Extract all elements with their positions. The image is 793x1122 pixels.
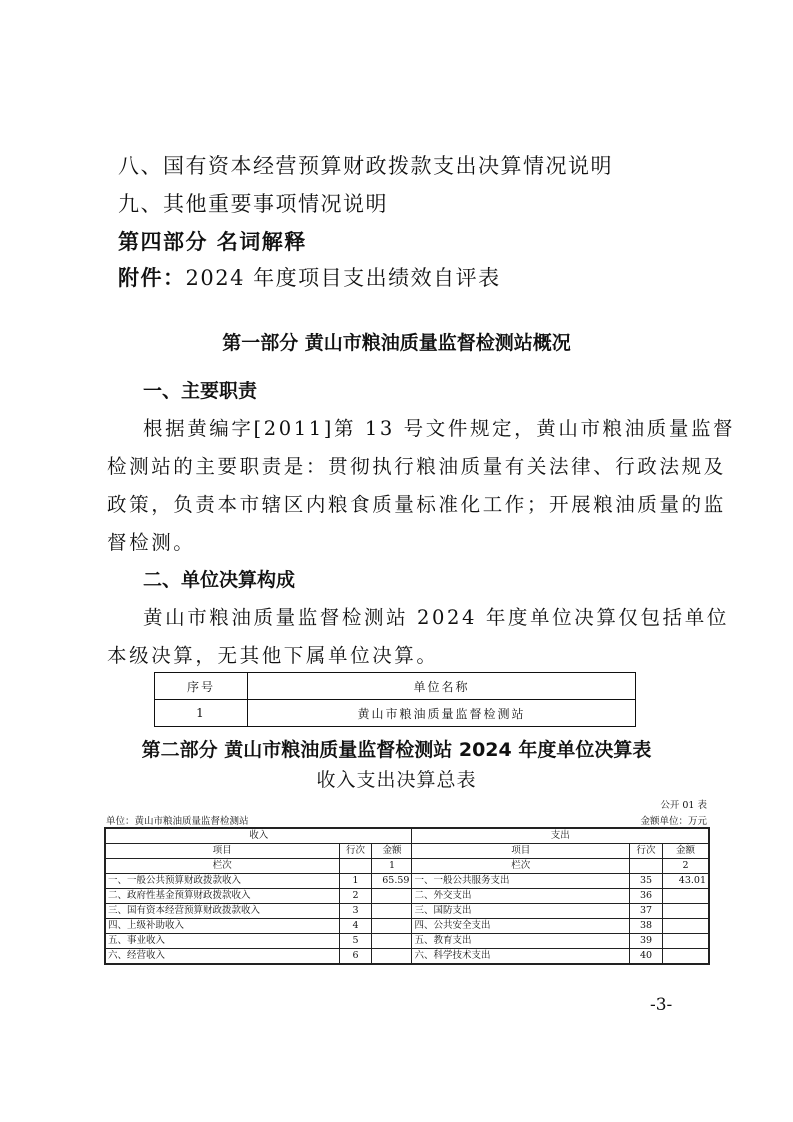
- table-row: [106, 934, 709, 949]
- unit-table-cell-seq: 1: [155, 700, 248, 727]
- income-seq-label: 栏次: [106, 859, 340, 874]
- expense-row-number: 36: [630, 889, 663, 904]
- section-header-row: [106, 829, 709, 844]
- expense-amount: [662, 904, 708, 919]
- expense-item: 三、国防支出: [412, 904, 630, 919]
- expense-row-number: 39: [630, 934, 663, 949]
- expense-col-item: 项目: [412, 844, 630, 859]
- table-body: [106, 874, 709, 964]
- income-item: 四、上级补助收入: [106, 919, 340, 934]
- toc-item-9: 九、其他重要事项情况说明: [118, 192, 388, 216]
- income-col-amount: 金额: [372, 844, 412, 859]
- table-row: [106, 919, 709, 934]
- income-amount: [372, 919, 412, 934]
- expense-seq-row: [630, 859, 663, 874]
- expense-item: 一、一般公共服务支出: [412, 874, 630, 889]
- section1-line: 根据黄编字[2011]第 13 号文件规定，黄山市粮油质量监督: [143, 417, 736, 440]
- expense-col-number: 2: [662, 859, 708, 874]
- section2-line: 黄山市粮油质量监督检测站 2024 年度单位决算仅包括单位: [143, 606, 729, 629]
- section1-title: 一、主要职责: [143, 380, 258, 402]
- section1-line: 检测站的主要职责是：贯彻执行粮油质量有关法律、行政法规及: [107, 455, 726, 478]
- column-header-row: [106, 844, 709, 859]
- part1-title: 第一部分 黄山市粮油质量监督检测站概况: [222, 332, 571, 354]
- page-number: -3-: [650, 995, 673, 1015]
- expense-col-row: 行次: [630, 844, 663, 859]
- income-item: 一、一般公共预算财政拨款收入: [106, 874, 340, 889]
- income-amount: [372, 934, 412, 949]
- income-seq-row: [339, 859, 372, 874]
- reporting-unit: 单位：黄山市粮油质量监督检测站: [106, 816, 249, 827]
- expense-row-number: 38: [630, 919, 663, 934]
- amount-unit: 金额单位：万元: [640, 816, 707, 827]
- expense-seq-label: 栏次: [412, 859, 630, 874]
- attachment-label: 附件：: [118, 266, 186, 290]
- table-row: [106, 949, 709, 964]
- form-number: 公开 01 表: [660, 800, 707, 811]
- expense-row-number: 37: [630, 904, 663, 919]
- income-expense-table: [105, 828, 709, 964]
- expense-item: 六、科学技术支出: [412, 949, 630, 964]
- income-amount: [372, 889, 412, 904]
- income-col-row: 行次: [339, 844, 372, 859]
- income-row-number: 6: [339, 949, 372, 964]
- attachment-text: 2024 年度项目支出绩效自评表: [185, 266, 501, 290]
- table-row: [106, 874, 709, 889]
- income-col-item: 项目: [106, 844, 340, 859]
- income-header: 收入: [106, 829, 412, 844]
- toc-attachment: [118, 262, 501, 292]
- expense-row-number: 35: [630, 874, 663, 889]
- expense-amount: 43.01: [662, 874, 708, 889]
- unit-table-header: [155, 673, 636, 700]
- part2-title: 第二部分 黄山市粮油质量监督检测站 2024 年度单位决算表: [141, 739, 652, 761]
- unit-table-row: [155, 700, 636, 727]
- toc-item-8: 八、国有资本经营预算财政拨款支出决算情况说明: [118, 154, 613, 178]
- column-number-row: [106, 859, 709, 874]
- income-amount: [372, 949, 412, 964]
- income-amount: [372, 904, 412, 919]
- section2-line: 本级决算，无其他下属单位决算。: [107, 644, 439, 667]
- unit-table-header-seq: 序号: [155, 673, 248, 700]
- income-row-number: 3: [339, 904, 372, 919]
- expense-col-amount: 金额: [662, 844, 708, 859]
- toc-part4: 第四部分 名词解释: [118, 230, 307, 254]
- table-row: [106, 889, 709, 904]
- section2-title: 二、单位决算构成: [143, 569, 296, 591]
- income-row-number: 2: [339, 889, 372, 904]
- expense-amount: [662, 889, 708, 904]
- income-row-number: 4: [339, 919, 372, 934]
- income-row-number: 1: [339, 874, 372, 889]
- income-amount: 65.59: [372, 874, 412, 889]
- unit-table-cell-name: 黄山市粮油质量监督检测站: [248, 700, 636, 727]
- expense-item: 五、教育支出: [412, 934, 630, 949]
- income-item: 三、国有资本经营预算财政拨款收入: [106, 904, 340, 919]
- expense-amount: [662, 934, 708, 949]
- table-title: 收入支出决算总表: [316, 769, 477, 791]
- expense-item: 二、外交支出: [412, 889, 630, 904]
- income-item: 六、经营收入: [106, 949, 340, 964]
- income-col-number: 1: [372, 859, 412, 874]
- income-item: 二、政府性基金预算财政拨款收入: [106, 889, 340, 904]
- income-item: 五、事业收入: [106, 934, 340, 949]
- unit-table-header-name: 单位名称: [248, 673, 636, 700]
- expense-header: 支出: [412, 829, 709, 844]
- income-row-number: 5: [339, 934, 372, 949]
- section1-line: 督检测。: [107, 531, 196, 554]
- section1-line: 政策，负责本市辖区内粮食质量标准化工作；开展粮油质量的监: [107, 493, 726, 516]
- expense-amount: [662, 949, 708, 964]
- expense-amount: [662, 919, 708, 934]
- table-row: [106, 904, 709, 919]
- expense-item: 四、公共安全支出: [412, 919, 630, 934]
- unit-table: [154, 672, 636, 727]
- expense-row-number: 40: [630, 949, 663, 964]
